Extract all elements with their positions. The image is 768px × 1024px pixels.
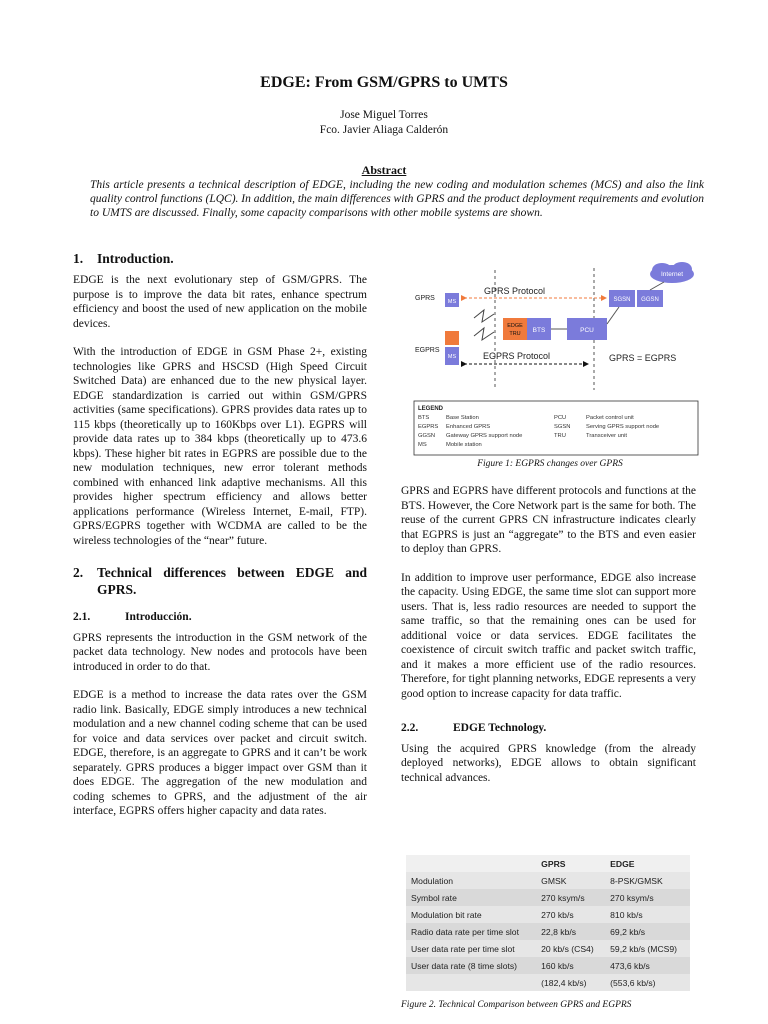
table-cell: 270 ksym/s (605, 889, 690, 906)
egprs-protocol-label: EGPRS Protocol (483, 351, 551, 361)
table-cell: 270 ksym/s (536, 889, 605, 906)
internet-link (650, 282, 664, 290)
ggsn-label: GGSN (641, 297, 659, 303)
section-heading-introduction (73, 250, 367, 267)
figure-2-table (406, 855, 690, 991)
table-cell: Radio data rate per time slot (406, 923, 536, 940)
paper-title: EDGE: From GSM/GPRS to UMTS (260, 74, 508, 91)
legend-desc: Mobile station (446, 442, 482, 448)
legend-abbr: MS (418, 442, 427, 448)
abstract-text: This article presents a technical description of EDGE, including the new coding and modulation schemes (MCS) and also the link quality control functions (LQC). In addition, the main differences with GPRS and the product deployment requirements and evolution to UMTS are discussed. Finally, some capacity comparisons with other mobile systems are shown. (90, 179, 704, 220)
table-cell: 22,8 kb/s (536, 923, 605, 940)
subsection-heading-edge-technology (401, 721, 696, 736)
paragraph: EDGE is the next evolutionary step of GSM/GPRS. The purpose is to improve the data bit rates, enhance spectrum efficiency and boost the used of new application on the mobile devices. (73, 274, 367, 330)
table-cell: 8-PSK/GMSK (605, 872, 690, 889)
section-number: 1. (73, 251, 84, 266)
table-row (406, 923, 690, 940)
gprs-equals-egprs-label: GPRS = EGPRS (609, 353, 677, 363)
table-header-cell (406, 855, 536, 872)
table-row (406, 889, 690, 906)
table-row (406, 872, 690, 889)
legend-desc: Transceiver unit (586, 433, 628, 439)
table-cell: 69,2 kb/s (605, 923, 690, 940)
table-cell: Symbol rate (406, 889, 536, 906)
legend-abbr: EGPRS (418, 424, 439, 430)
gprs-label: GPRS (415, 295, 435, 302)
legend-desc: Gateway GPRS support node (446, 433, 523, 439)
egprs-network-diagram (404, 260, 702, 460)
table-header-row (406, 855, 690, 872)
figure-2-caption: Figure 2. Technical Comparison between GPRS and EGPRS (401, 1000, 632, 1010)
radio-link-icon (474, 328, 494, 340)
legend-abbr: TRU (554, 433, 566, 439)
section-title: Technical differences between EDGE and GPRS. (97, 565, 367, 597)
table-cell: 160 kb/s (536, 957, 605, 974)
legend-desc: Base Station (446, 415, 479, 421)
legend-desc: Packet control unit (586, 415, 634, 421)
internet-label: Internet (660, 271, 684, 278)
paragraph: EDGE is a method to increase the data rates over the GSM radio link. Basically, EDGE simply introduces a new technical modulation and a new channel coding scheme that can be used for voice and data services over packet and circuit switch. EDGE, therefore, is an aggregate to GPRS and it can’t be work separately. GPRS produces a bigger impact over GSM than it does EDGE. The aggregation of the new modulation and coding schemes to GPRS, and the adjustment of the air interface, EGPRS offers higher capacity and data rates. (73, 689, 367, 817)
legend-abbr: GGSN (418, 433, 436, 439)
subsection-title: EDGE Technology. (453, 722, 547, 734)
table-row (406, 906, 690, 923)
subsection-heading-introduccion (73, 610, 367, 625)
egprs-label: EGPRS (415, 347, 440, 354)
author-list (0, 108, 768, 138)
author-name: Fco. Javier Aliaga Calderón (319, 124, 449, 136)
pcu-sgsn-link (607, 307, 619, 324)
table-row (406, 957, 690, 974)
table-cell: Modulation (406, 872, 536, 889)
author-name: Jose Miguel Torres (340, 109, 428, 121)
table-cell: 473,6 kb/s (605, 957, 690, 974)
table-cell: 810 kb/s (605, 906, 690, 923)
figure-1-diagram (404, 260, 702, 460)
bts-label: BTS (532, 327, 546, 334)
table-cell: GMSK (536, 872, 605, 889)
legend-desc: Serving GPRS support node (586, 424, 660, 430)
legend-title: LEGEND (418, 406, 444, 412)
section-title: Introduction. (97, 251, 174, 266)
gprs-protocol-label: GPRS Protocol (484, 286, 546, 296)
table-cell: 270 kb/s (536, 906, 605, 923)
ms-label: MS (447, 354, 457, 360)
ms-label: MS (447, 299, 457, 305)
table-header-cell: GPRS (536, 855, 605, 872)
table-cell: (553,6 kb/s) (605, 974, 690, 991)
subsection-number: 2.2. (401, 722, 419, 734)
paragraph: In addition to improve user performance, EDGE also increase the capacity. Using EDGE, the same time slot can support more users. That is, less radio resources are needed to support the same traffic, so that the remaining ones can be used for additional voice or data services. EDGE facilitates the coexistence of circuit switch traffic and packet switch traffic, and it makes a more efficient use of the radio resources. Therefore, for tight planning networks, EDGE represents a very good option to increase capacity for data traffic. (401, 571, 696, 700)
table-cell: User data rate (8 time slots) (406, 957, 536, 974)
paragraph: With the introduction of EDGE in GSM Phase 2+, existing technologies like GPRS and HSCSD (High Speed Circuit Switched Data) are enhanced due to the new physical layer. EDGE standardization is carried out within GSM/GPRS activities (same specifications). GPRS provides data rates up to 115 kbps (theoretically up to 160Kbps over L1). EGPRS will provide data rates up to 384 kbps (theoretically up to 473.6 kbps). These higher bit rates in EGPRS are possible due to the new modulation techniques, new error tolerant methods combined with enhanced link adaptive mechanisms. All this provides higher spectrum efficiency and allows better applications performance (Wireless Internet, E-mail, FTP). GPRS/EGPRS together with WCDMA are called to be the wireless technologies of the “near” future. (73, 346, 367, 547)
table-row (406, 940, 690, 957)
subsection-title: Introducción. (125, 611, 192, 623)
legend-abbr: PCU (554, 415, 567, 421)
section-number: 2. (73, 565, 84, 580)
table-cell: 20 kb/s (CS4) (536, 940, 605, 957)
subsection-number: 2.1. (73, 611, 91, 623)
edge-tru-label: EDGE (507, 323, 523, 329)
internet-cloud-icon (650, 262, 694, 283)
legend-abbr: SGSN (554, 424, 571, 430)
table-cell: (182,4 kb/s) (536, 974, 605, 991)
paragraph: GPRS represents the introduction in the GSM network of the packet data technology. New nodes and protocols have been introduced in order to do that. (73, 631, 367, 673)
section-heading-differences (73, 564, 367, 598)
pcu-label: PCU (580, 327, 594, 334)
sgsn-label: SGSN (613, 297, 631, 303)
abstract-heading: Abstract (361, 163, 407, 177)
table-header-cell: EDGE (605, 855, 690, 872)
table-cell: Modulation bit rate (406, 906, 536, 923)
edge-module (445, 331, 459, 345)
table-cell (406, 974, 536, 991)
edge-tru-label: TRU (509, 331, 521, 337)
table-cell: User data rate per time slot (406, 940, 536, 957)
comparison-table (406, 855, 690, 991)
legend-desc: Enhanced GPRS (446, 424, 491, 430)
table-row (406, 974, 690, 991)
left-column (73, 250, 367, 833)
figure-1-caption: Figure 1: EGPRS changes over GPRS (477, 459, 623, 469)
paragraph: Using the acquired GPRS knowledge (from the already deployed networks), EDGE allows to obtain significant technical advances. (401, 742, 696, 784)
paragraph: GPRS and EGPRS have different protocols and functions at the BTS. However, the Core Network part is the same for both. The reuse of the current GPRS CN infrastructure indicates clearly that EGPRS is just an “aggregate” to the BTS and even easier to deploy than GPRS. (401, 485, 696, 555)
legend-abbr: BTS (418, 415, 430, 421)
radio-link-icon (474, 310, 494, 322)
right-column (401, 484, 696, 799)
table-cell: 59,2 kb/s (MCS9) (605, 940, 690, 957)
